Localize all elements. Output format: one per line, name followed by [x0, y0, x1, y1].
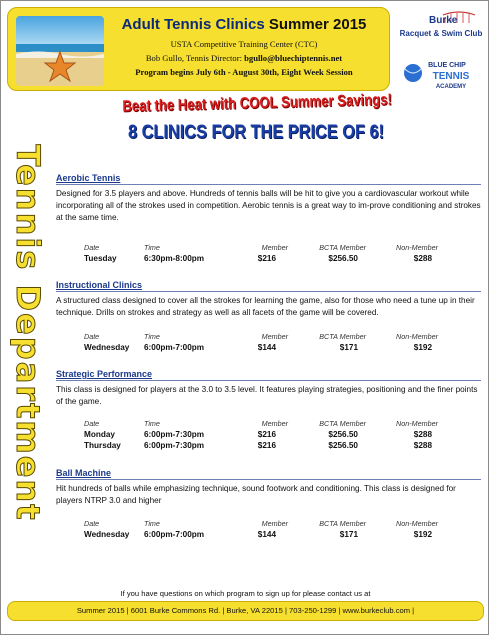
row-day: Tuesday	[84, 254, 117, 263]
row-day: Thursday	[84, 441, 121, 450]
row-bcta-price: $256.50	[328, 441, 358, 450]
section-description: Designed for 3.5 players and above. Hundreds of tennis balls will be hit to give you a cardiovascular workout while incorporating all of the strokes used in competition. Aerobic tennis is a great way to im-prove conditioning and strokes at the same time.	[56, 189, 481, 222]
offer-banner: 8 CLINICS FOR THE PRICE OF 6!	[127, 122, 385, 143]
col-bcta-label: BCTA Member	[319, 332, 366, 341]
logo-tennis-text: TENNIS	[432, 71, 470, 82]
schedule-aerobic-tennis	[56, 243, 481, 265]
row-day: Monday	[84, 430, 115, 439]
col-date-label: Date	[84, 243, 100, 252]
logo-burke-text: Burke	[429, 15, 458, 26]
section-divider	[56, 291, 481, 292]
section-divider	[56, 380, 481, 381]
schedule-row	[56, 254, 481, 265]
section-description: A structured class designed to cover all the strokes for learning the game, also for those who need a tune up in their technique. Drills on strokes and strategy as well as all facets of the game will be covered.	[56, 296, 475, 317]
promo-banner: Beat the Heat with COOL Summer Savings!	[122, 91, 392, 116]
row-time: 6:00pm-7:30pm	[144, 441, 205, 450]
header-center-name: USTA Competitive Training Center (CTC)	[170, 39, 318, 49]
row-member-price: $216	[257, 441, 276, 450]
blue-chip-academy-logo	[399, 55, 483, 95]
schedule-header	[56, 332, 481, 343]
col-bcta-label: BCTA Member	[319, 519, 366, 528]
row-member-price: $216	[257, 254, 276, 263]
row-nonmember-price: $288	[413, 441, 432, 450]
beach-starfish-image	[16, 16, 104, 86]
logo-club-text: Racquet & Swim Club	[399, 29, 483, 38]
burke-racquet-logo	[399, 9, 483, 51]
schedule-header	[56, 419, 481, 430]
side-title-vertical: Tennis Department	[9, 144, 47, 522]
section-aerobic-tennis	[56, 173, 481, 224]
row-nonmember-price: $288	[413, 430, 432, 439]
row-day: Wednesday	[84, 343, 130, 352]
section-description: Hit hundreds of balls while emphasizing technique, sound footwork and conditioning. This class is designed for players NTRP 3.0 and higher	[56, 484, 456, 505]
section-title: Ball Machine	[56, 468, 112, 478]
col-bcta-label: BCTA Member	[319, 419, 366, 428]
row-bcta-price: $171	[339, 530, 358, 539]
row-bcta-price: $256.50	[328, 254, 358, 263]
section-strategic-performance	[56, 369, 481, 408]
section-divider	[56, 479, 481, 480]
schedule-row	[56, 343, 481, 354]
schedule-header	[56, 243, 481, 254]
row-nonmember-price: $288	[413, 254, 432, 263]
row-time: 6:00pm-7:00pm	[144, 343, 205, 352]
row-member-price: $216	[257, 430, 276, 439]
schedule-strategic-performance	[56, 419, 481, 452]
col-nonmember-label: Non-Member	[396, 332, 438, 341]
section-description: This class is designed for players at the 3.0 to 3.5 level. It features playing strategies, positioning and the finer points of the game.	[56, 385, 478, 406]
schedule-row	[56, 441, 481, 452]
header-director: Bob Gullo, Tennis Director: bgullo@bluechiptennis.net	[145, 53, 343, 63]
row-nonmember-price: $192	[413, 343, 432, 352]
logo-academy-text: ACADEMY	[435, 84, 467, 90]
contact-note: If you have questions on which program to sign up for please contact us at	[120, 589, 371, 598]
section-title: Strategic Performance	[56, 369, 153, 379]
col-nonmember-label: Non-Member	[396, 519, 438, 528]
section-divider	[56, 184, 481, 185]
section-title: Instructional Clinics	[56, 280, 143, 290]
col-time-label: Time	[144, 332, 160, 341]
schedule-row	[56, 430, 481, 441]
row-day: Wednesday	[84, 530, 130, 539]
row-bcta-price: $171	[339, 343, 358, 352]
col-member-label: Member	[261, 243, 288, 252]
logo-bluechip-text: BLUE CHIP	[428, 62, 466, 69]
col-member-label: Member	[261, 519, 288, 528]
section-instructional-clinics	[56, 280, 481, 319]
section-ball-machine	[56, 468, 481, 507]
row-bcta-price: $256.50	[328, 430, 358, 439]
col-bcta-label: BCTA Member	[319, 243, 366, 252]
col-date-label: Date	[84, 519, 100, 528]
schedule-header	[56, 519, 481, 530]
section-title: Aerobic Tennis	[56, 173, 121, 183]
row-time: 6:00pm-7:00pm	[144, 530, 205, 539]
col-time-label: Time	[144, 243, 160, 252]
row-time: 6:00pm-7:30pm	[144, 430, 205, 439]
header-title: Adult Tennis Clinics Summer 2015	[121, 16, 367, 33]
header-dates: Program begins July 6th - August 30th, Eight Week Session	[135, 67, 353, 77]
schedule-ball-machine	[56, 519, 481, 541]
schedule-instructional-clinics	[56, 332, 481, 354]
col-member-label: Member	[261, 332, 288, 341]
header-box	[7, 7, 390, 91]
director-email[interactable]: bgullo@bluechiptennis.net	[244, 53, 343, 63]
row-time: 6:30pm-8:00pm	[144, 254, 205, 263]
col-nonmember-label: Non-Member	[396, 419, 438, 428]
row-nonmember-price: $192	[413, 530, 432, 539]
schedule-row	[56, 530, 481, 541]
col-date-label: Date	[84, 419, 100, 428]
col-time-label: Time	[144, 519, 160, 528]
row-member-price: $144	[257, 530, 276, 539]
col-member-label: Member	[261, 419, 288, 428]
footer-bar: Summer 2015 | 6001 Burke Commons Rd. | Burke, VA 22015 | 703-250-1299 | www.burkeclub.com |	[7, 601, 484, 621]
col-date-label: Date	[84, 332, 100, 341]
col-time-label: Time	[144, 419, 160, 428]
col-nonmember-label: Non-Member	[396, 243, 438, 252]
row-member-price: $144	[257, 343, 276, 352]
